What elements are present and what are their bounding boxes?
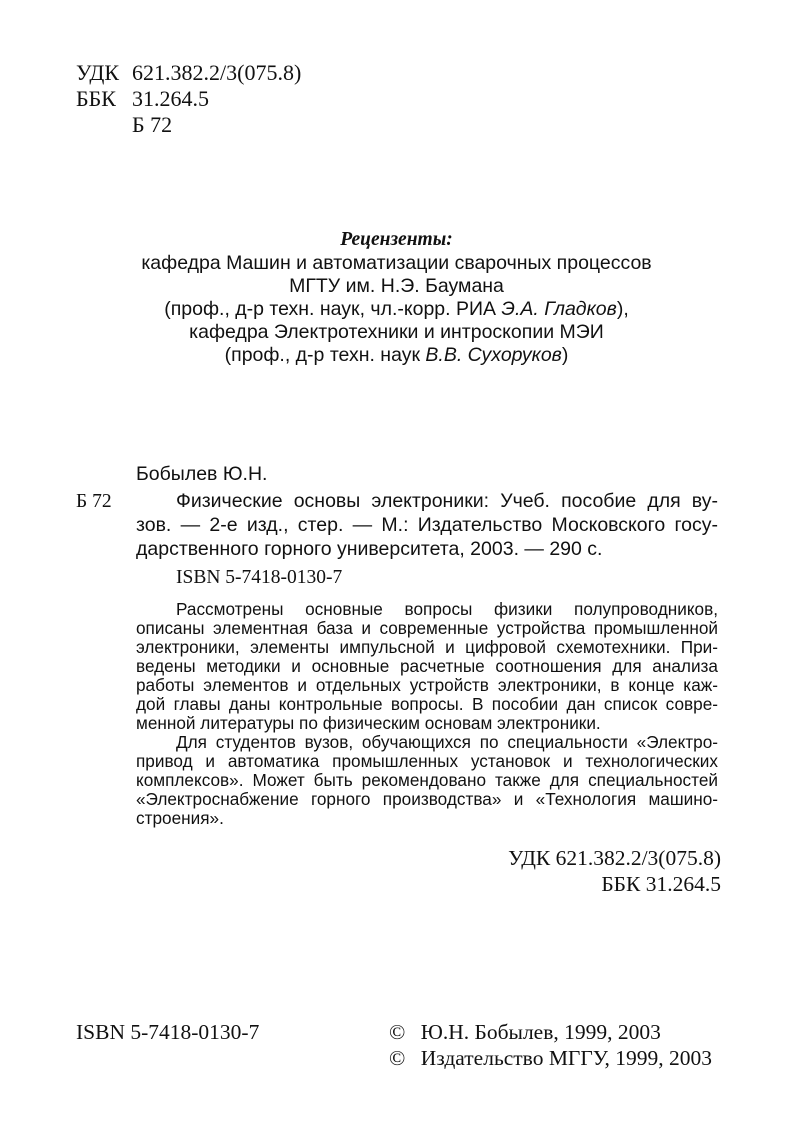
abstract-p1-line-3: электроники, элементы импульсной и цифровой схемотехники. При- [136, 637, 718, 657]
copyright-line-2 [389, 1046, 712, 1071]
abstract-p1-line-7: менной литературы по физическим основам электроники. [136, 713, 601, 733]
abstract-p1-line-6: дой главы даны контрольные вопросы. В пособии дан список совре- [136, 694, 718, 714]
copyright-icon: © [389, 1046, 406, 1070]
abstract-p2-line-2: привод и автоматика промышленных установок и технологических [136, 751, 718, 771]
reviewer-line-3 [0, 298, 793, 321]
bib-line-1: Физические основы электроники: Учеб. пособие для ву- [176, 490, 718, 512]
udk-line [76, 60, 301, 86]
footer-isbn: ISBN 5-7418-0130-7 [76, 1020, 260, 1044]
bib-author [136, 463, 267, 486]
bib-line-2: зов. — 2-е изд., стер. — М.: Издательство Московского госу- [136, 514, 718, 536]
reviewer-line-4: кафедра Электротехники и интроскопии МЭИ [189, 321, 604, 343]
reviewer-line-1: кафедра Машин и автоматизации сварочных процессов [141, 252, 652, 274]
bib-mark: Б 72 [76, 491, 112, 512]
copyright-icon: © [389, 1020, 406, 1044]
udk-bottom: УДК 621.382.2/3(075.8) [508, 846, 721, 870]
bib-line-3: дарственного горного университета, 2003. — 290 с. [136, 538, 603, 560]
udk-label: УДК [76, 60, 120, 85]
bib-author-name: Бобылев Ю.Н. [136, 463, 268, 485]
reviewers-title: Рецензенты: [340, 229, 453, 250]
reviewer-line-3-prefix: (проф., д-р техн. наук, чл.-корр. РИА [164, 298, 502, 320]
bbk-bottom: ББК 31.264.5 [601, 872, 721, 896]
reviewer-line-5-suffix: ) [561, 344, 569, 366]
abstract-p1-line-5: работы элементов и отдельных устройств электроники, в конце каж- [136, 675, 718, 695]
abstract-p2-line-3: комплексов». Может быть рекомендовано также для специальностей [136, 770, 718, 790]
reviewer-line-2: МГТУ им. Н.Э. Баумана [289, 275, 504, 297]
reviewer-line-5-prefix: (проф., д-р техн. наук [224, 344, 426, 366]
bbk-line [76, 86, 209, 112]
reviewer-name-sukhorukov: В.В. Сухоруков [425, 344, 562, 366]
reviewer-name-gladkov: Э.А. Гладков [501, 298, 617, 320]
bbk-label: ББК [76, 86, 116, 111]
abstract-p2-line-5: строения». [136, 808, 224, 828]
copyright-publisher: Издательство МГГУ, 1999, 2003 [420, 1046, 713, 1070]
abstract-p1-line-1: Рассмотрены основные вопросы физики полупроводников, [176, 599, 718, 619]
abstract-p1-line-2: описаны элементная база и современные устройства промышленной [136, 618, 718, 638]
abstract-p2-line-4: «Электроснабжение горного производства» и «Технология машино- [136, 789, 718, 809]
copyright-author: Ю.Н. Бобылев, 1999, 2003 [420, 1020, 661, 1044]
udk-value: 621.382.2/3(075.8) [132, 60, 302, 85]
abstract-p2-line-1: Для студентов вузов, обучающихся по специальности «Электро- [176, 732, 718, 752]
copyright-line-1 [389, 1020, 661, 1045]
reviewer-line-3-suffix: ), [616, 298, 629, 320]
author-mark-top: Б 72 [132, 112, 173, 137]
reviewer-line-5 [0, 344, 793, 367]
bbk-value: 31.264.5 [132, 86, 209, 111]
abstract-p1-line-4: ведены методики и основные расчетные соотношения для анализа [136, 656, 718, 676]
bib-isbn: ISBN 5-7418-0130-7 [176, 567, 343, 588]
